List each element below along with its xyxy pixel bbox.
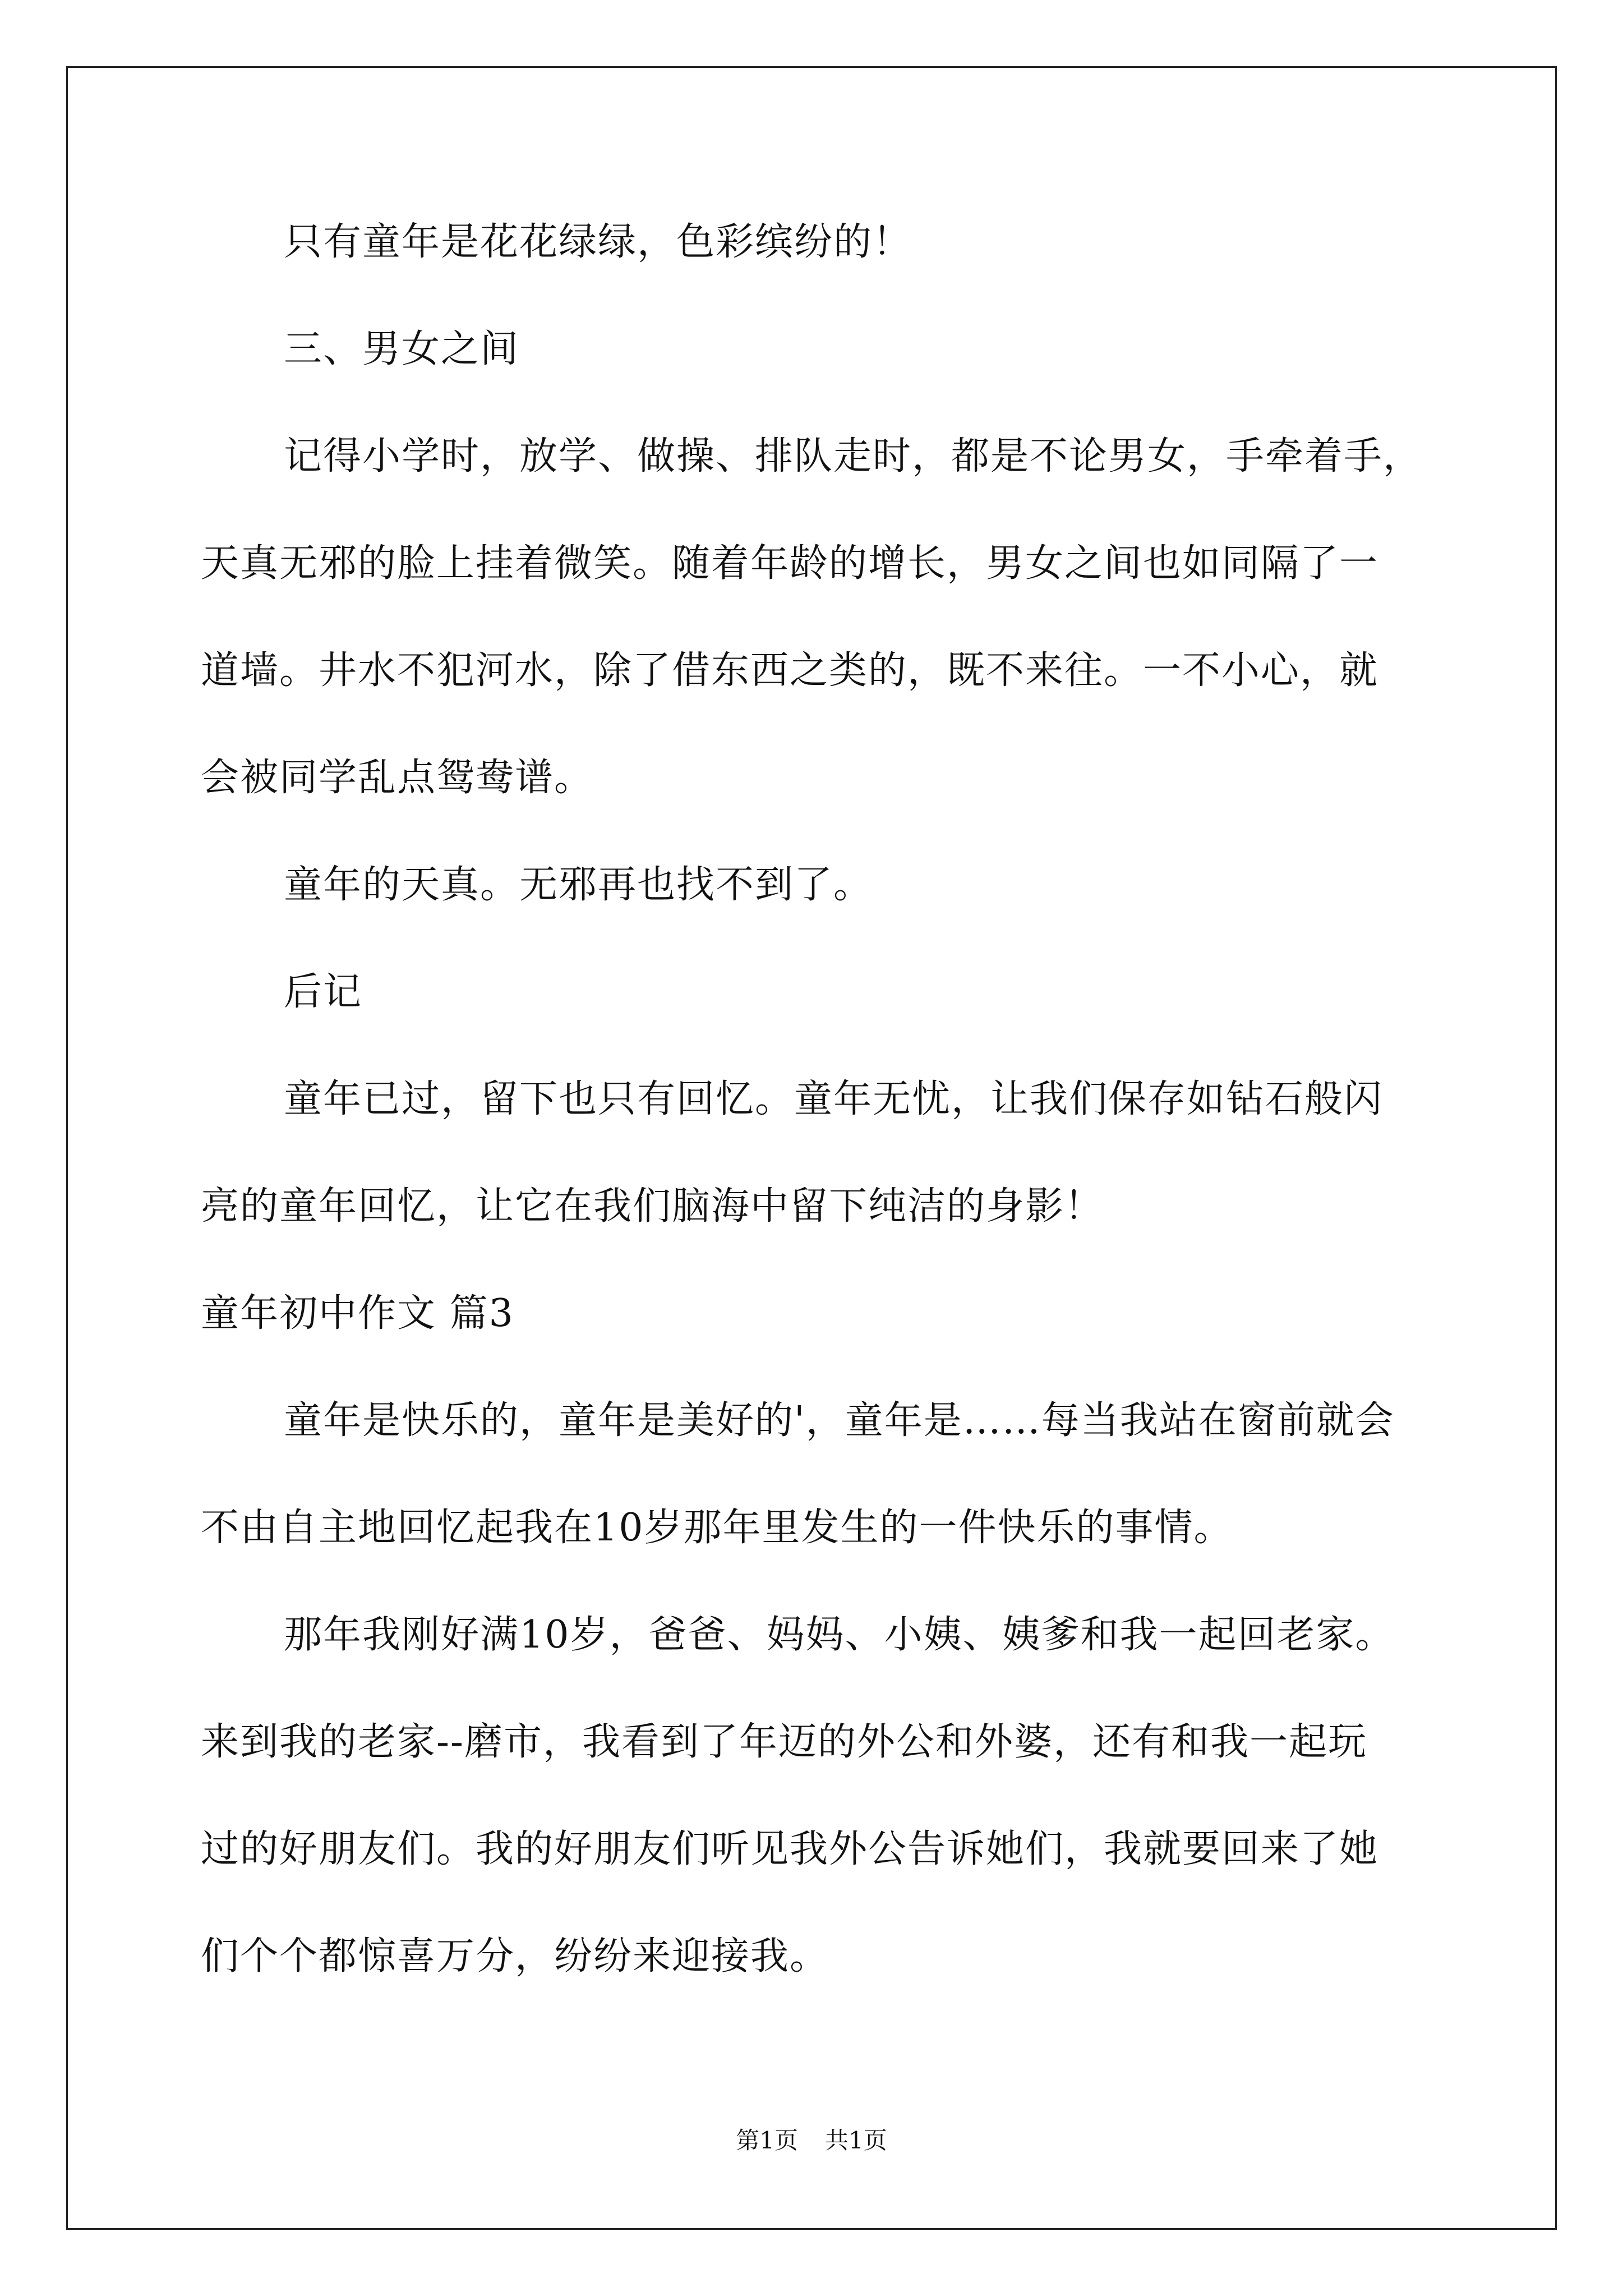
text-line: 来到我的老家--磨市，我看到了年迈的外公和外婆，还有和我一起玩 bbox=[201, 1720, 1367, 1764]
text-line: 过的好朋友们。我的好朋友们听见我外公告诉她们，我就要回来了她 bbox=[201, 1827, 1379, 1871]
section-heading: 三、男女之间 bbox=[284, 327, 520, 371]
text-line: 童年的天真。无邪再也找不到了。 bbox=[284, 863, 873, 907]
text-line: 亮的童年回忆，让它在我们脑海中留下纯洁的身影！ bbox=[201, 1184, 1104, 1228]
text-line: 那年我刚好满10岁，爸爸、妈妈、小姨、姨爹和我一起回老家。 bbox=[284, 1613, 1395, 1657]
page-count: 共1页 bbox=[825, 2127, 887, 2154]
text-line: 童年已过，留下也只有回忆。童年无忧，让我们保存如钻石般闪 bbox=[284, 1077, 1384, 1121]
page-number: 第1页 bbox=[736, 2127, 798, 2154]
text-line: 们个个都惊喜万分，纷纷来迎接我。 bbox=[201, 1934, 829, 1978]
text-line: 天真无邪的脸上挂着微笑。随着年龄的增长，男女之间也如同隔了一 bbox=[201, 541, 1379, 586]
text-line: 会被同学乱点鸳鸯谱。 bbox=[201, 756, 594, 800]
page-footer bbox=[0, 2126, 1623, 2155]
section-heading: 后记 bbox=[284, 970, 363, 1014]
text-line: 记得小学时，放学、做操、排队走时，都是不论男女，手牵着手， bbox=[284, 434, 1423, 478]
text-line: 不由自主地回忆起我在10岁那年里发生的一件快乐的事情。 bbox=[201, 1506, 1233, 1550]
article-title: 童年初中作文 篇3 bbox=[201, 1291, 514, 1336]
document-body bbox=[201, 215, 1426, 2037]
text-line: 道墙。井水不犯河水，除了借东西之类的，既不来往。一不小心，就 bbox=[201, 648, 1379, 693]
text-line: 只有童年是花花绿绿，色彩缤纷的！ bbox=[284, 220, 912, 264]
text-line: 童年是快乐的，童年是美好的'，童年是……每当我站在窗前就会 bbox=[284, 1398, 1395, 1443]
